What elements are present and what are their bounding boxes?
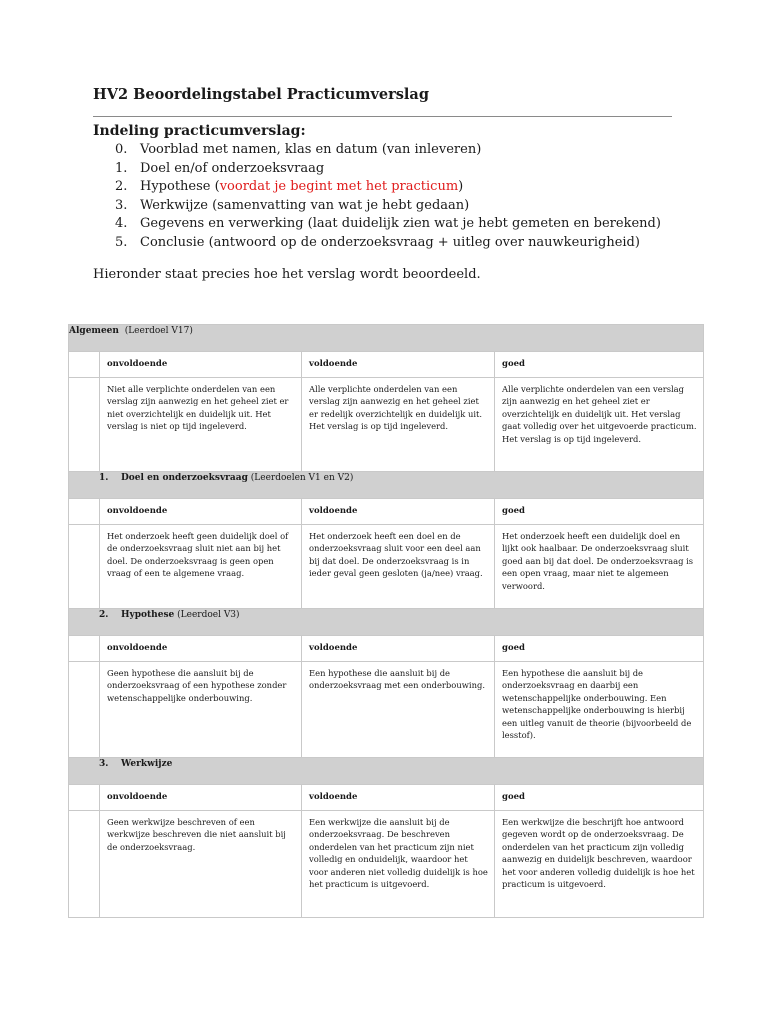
col-header-goed: goed [495,352,704,378]
criteria-cell: Het onderzoek heeft geen duidelijk doel of de onderzoeksvraag sluit niet aan bij het doel. De onderzoeksvraag is geen open vraag of een te algemene vraag. [100,525,302,609]
outline-item: 4. Gegevens en verwerking (laat duidelijk zien wat je hebt gemeten en berekend) [115,216,661,232]
section-header-row [69,325,704,352]
col-header-goed: goed [495,636,704,662]
criteria-cell: Een hypothese die aansluit bij de onderzoeksvraag met een onderbouwing. [302,662,495,758]
indeling-heading: Indeling practicumverslag: [93,123,306,139]
section-header-hypothese: 2. Hypothese (Leerdoel V3) [69,609,704,636]
criteria-cell: Alle verplichte onderdelen van een verslag zijn aanwezig en het geheel ziet er redelijk overzichtelijk en duidelijk uit. Het verslag is op tijd ingeleverd. [302,378,495,472]
outline-item: 1. Doel en/of onderzoeksvraag [115,160,325,176]
criteria-row [69,662,704,758]
criteria-cell: Een werkwijze die aansluit bij de onderzoeksvraag. De beschreven onderdelen van het practicum zijn niet volledig en onduidelijk, waardoor het voor anderen niet volledig duidelijk is hoe het practicum is uitgevoerd. [302,811,495,918]
col-header-goed: goed [495,499,704,525]
col-header-voldoende: voldoende [302,352,495,378]
outline-item: 5. Conclusie (antwoord op de onderzoeksvraag + uitleg over nauwkeurigheid) [115,234,640,250]
intro-text: Hieronder staat precies hoe het verslag wordt beoordeeld. [93,267,481,282]
section-header-row [69,609,704,636]
criteria-cell: Een werkwijze die beschrijft hoe antwoord gegeven wordt op de onderzoeksvraag. De onderdelen van het practicum zijn volledig aanwezig en duidelijk beschreven, waardoor het voor anderen volledig duidelijk is hoe het practicum is uitgevoerd. [495,811,704,918]
report-outline-list [115,141,661,253]
col-header-onvoldoende: onvoldoende [100,636,302,662]
column-header-row [69,499,704,525]
criteria-cell: Het onderzoek heeft een duidelijk doel en lijkt ook haalbaar. De onderzoeksvraag sluit goed aan bij dat doel. De onderzoeksvraag is een open vraag, maar niet te algemeen verwoord. [495,525,704,609]
criteria-cell: Geen werkwijze beschreven of een werkwijze beschreven die niet aansluit bij de onderzoeksvraag. [100,811,302,918]
section-header-doel: 1. Doel en onderzoeksvraag (Leerdoelen V1 en V2) [69,472,704,499]
col-header-voldoende: voldoende [302,785,495,811]
outline-item: 2. Hypothese (voordat je begint met het practicum) [115,179,464,195]
col-header-onvoldoende: onvoldoende [100,352,302,378]
rubric-table [68,324,704,918]
section-header-algemeen: Algemeen (Leerdoel V17) [69,325,704,352]
column-header-row [69,636,704,662]
criteria-cell: Geen hypothese die aansluit bij de onderzoeksvraag of een hypothese zonder wetenschappelijke onderbouwing. [100,662,302,758]
hypothesis-note-red: voordat je begint met het practicum [219,179,459,195]
column-header-row [69,785,704,811]
criteria-cell: Niet alle verplichte onderdelen van een verslag zijn aanwezig en het geheel ziet er niet overzichtelijk en duidelijk uit. Het verslag is niet op tijd ingeleverd. [100,378,302,472]
col-header-onvoldoende: onvoldoende [100,499,302,525]
criteria-cell: Het onderzoek heeft een doel en de onderzoeksvraag sluit voor een deel aan bij dat doel. De onderzoeksvraag is in ieder geval geen gesloten (ja/nee) vraag. [302,525,495,609]
col-header-voldoende: voldoende [302,499,495,525]
criteria-cell: Alle verplichte onderdelen van een verslag zijn aanwezig en het geheel ziet er overzichtelijk en duidelijk uit. Het verslag gaat volledig over het uitgevoerde practicum. Het verslag is op tijd ingeleverd. [495,378,704,472]
outline-item: 3. Werkwijze (samenvatting van wat je hebt gedaan) [115,197,470,213]
col-header-voldoende: voldoende [302,636,495,662]
section-header-werkwijze: 3. Werkwijze [69,758,704,785]
document-title: HV2 Beoordelingstabel Practicumverslag [93,86,429,103]
criteria-row [69,811,704,918]
title-divider [93,116,672,117]
section-header-row [69,472,704,499]
col-header-goed: goed [495,785,704,811]
criteria-cell: Een hypothese die aansluit bij de onderzoeksvraag en daarbij een wetenschappelijke onderbouwing. Een wetenschappelijke onderbouwing is hierbij een uitleg vanuit de theorie (bijvoorbeeld de lesstof). [495,662,704,758]
col-header-onvoldoende: onvoldoende [100,785,302,811]
section-header-row [69,758,704,785]
criteria-row [69,525,704,609]
criteria-row [69,378,704,472]
column-header-row [69,352,704,378]
outline-item: 0. Voorblad met namen, klas en datum (van inleveren) [115,142,482,157]
